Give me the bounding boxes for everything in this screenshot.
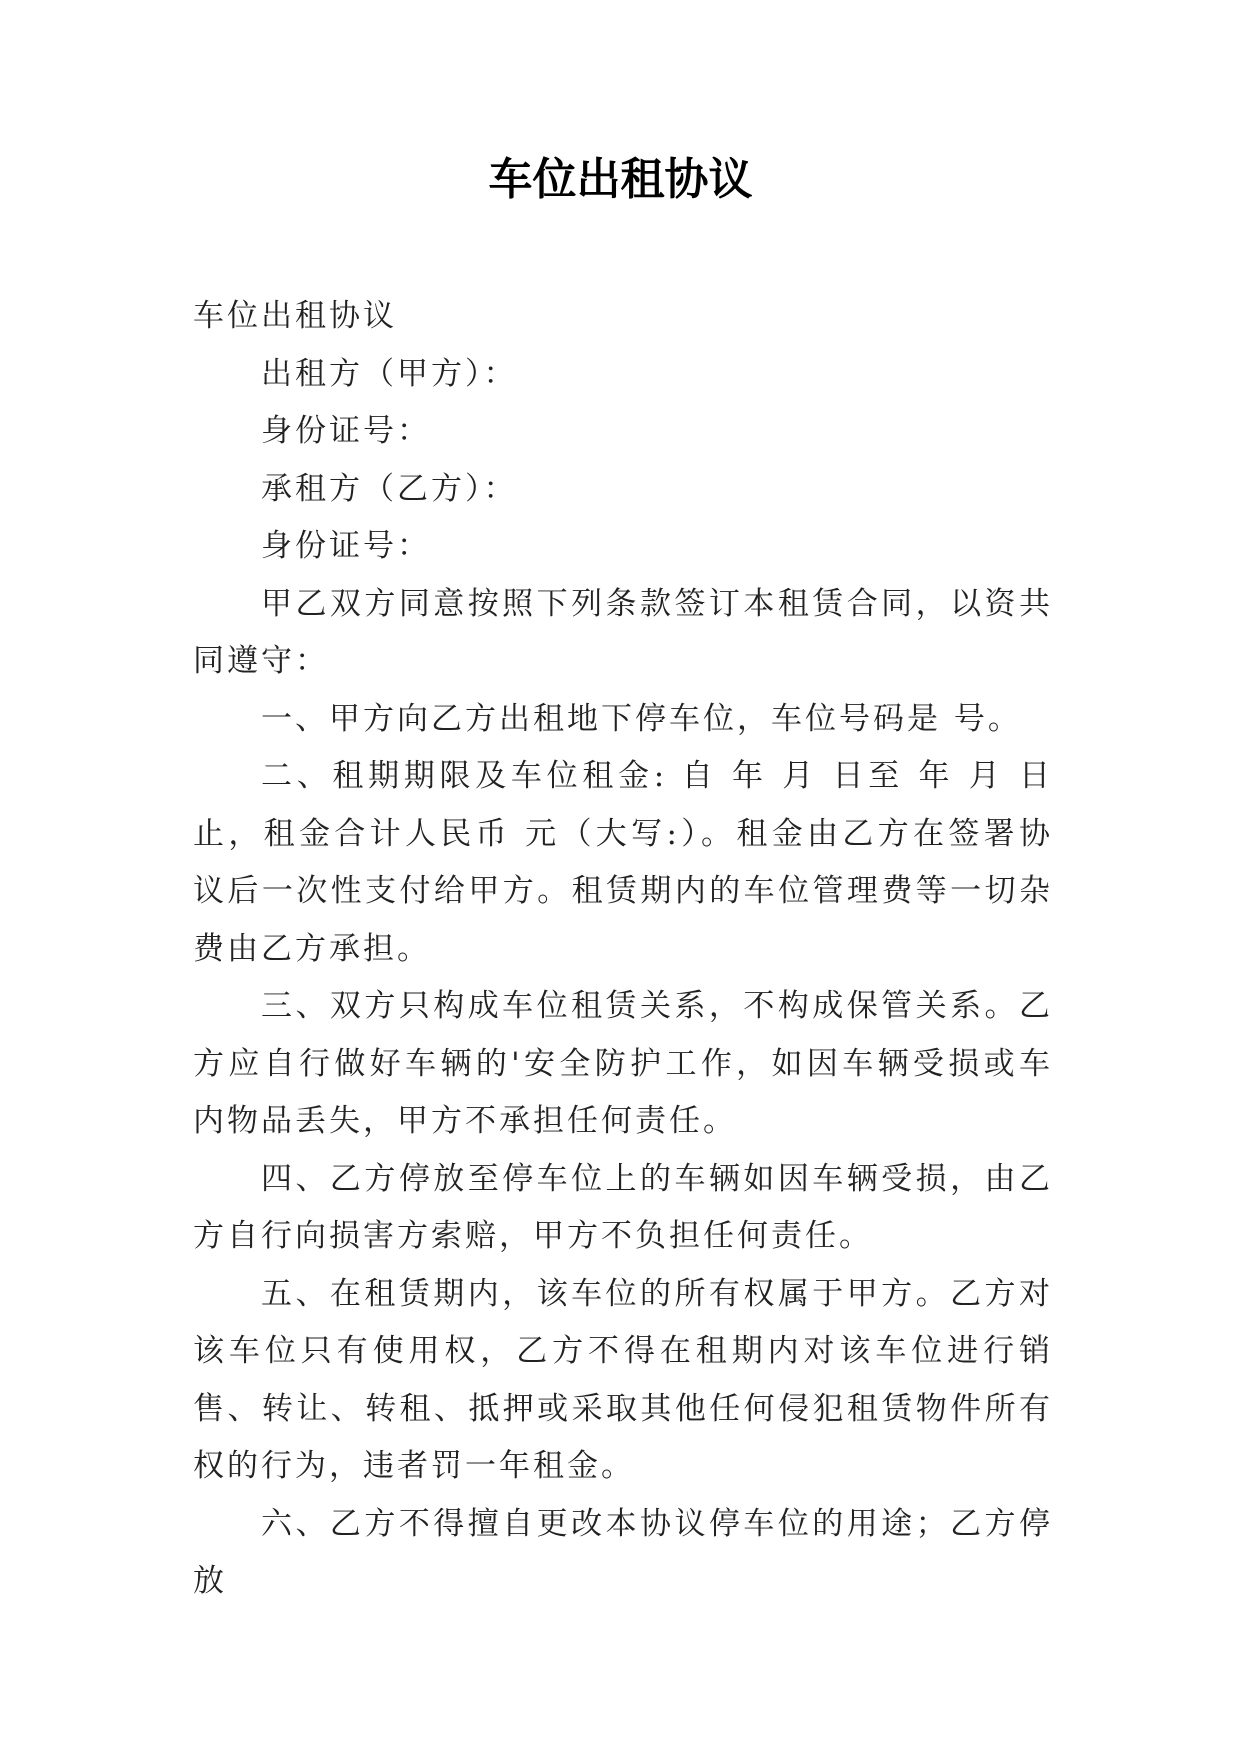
paragraph-clause-4: 四、乙方停放至停车位上的车辆如因车辆受损，由乙方自行向损害方索赔，甲方不负担任何责任。 — [193, 1160, 1053, 1254]
paragraph-clause-6: 六、乙方不得擅自更改本协议停车位的用途；乙方停放 — [193, 1505, 1053, 1599]
document-body — [193, 288, 1053, 1611]
paragraph-lessee: 承租方（乙方）： — [261, 470, 518, 507]
paragraph-lessor: 出租方（甲方）： — [261, 355, 518, 392]
paragraph-clause-5: 五、在租赁期内，该车位的所有权属于甲方。乙方对该车位只有使用权，乙方不得在租期内对该车位进行销售、转让、转租、抵押或采取其他任何侵犯租赁物件所有权的行为，违者罚一年租金。 — [193, 1275, 1053, 1484]
document-title: 车位出租协议 — [488, 154, 753, 205]
paragraph-preamble: 甲乙双方同意按照下列条款签订本租赁合同，以资共同遵守： — [193, 585, 1053, 679]
paragraph-clause-2: 二、租期期限及车位租金: 自 年 月 日至 年 月 日止，租金合计人民币 元（大写:）。租金由乙方在签署协议后一次性支付给甲方。租赁期内的车位管理费等一切杂费由乙方承担。 — [193, 758, 1053, 967]
paragraph-clause-3: 三、双方只构成车位租赁关系，不构成保管关系。乙方应自行做好车辆的'安全防护工作，如因车辆受损或车内物品丢失，甲方不承担任何责任。 — [193, 988, 1053, 1139]
paragraph-clause-1: 一、甲方向乙方出租地下停车位，车位号码是 号。 — [261, 700, 1022, 737]
paragraph-heading: 车位出租协议 — [193, 298, 397, 334]
paragraph-lessor-id: 身份证号： — [261, 413, 431, 449]
paragraph-lessee-id: 身份证号： — [261, 528, 431, 564]
